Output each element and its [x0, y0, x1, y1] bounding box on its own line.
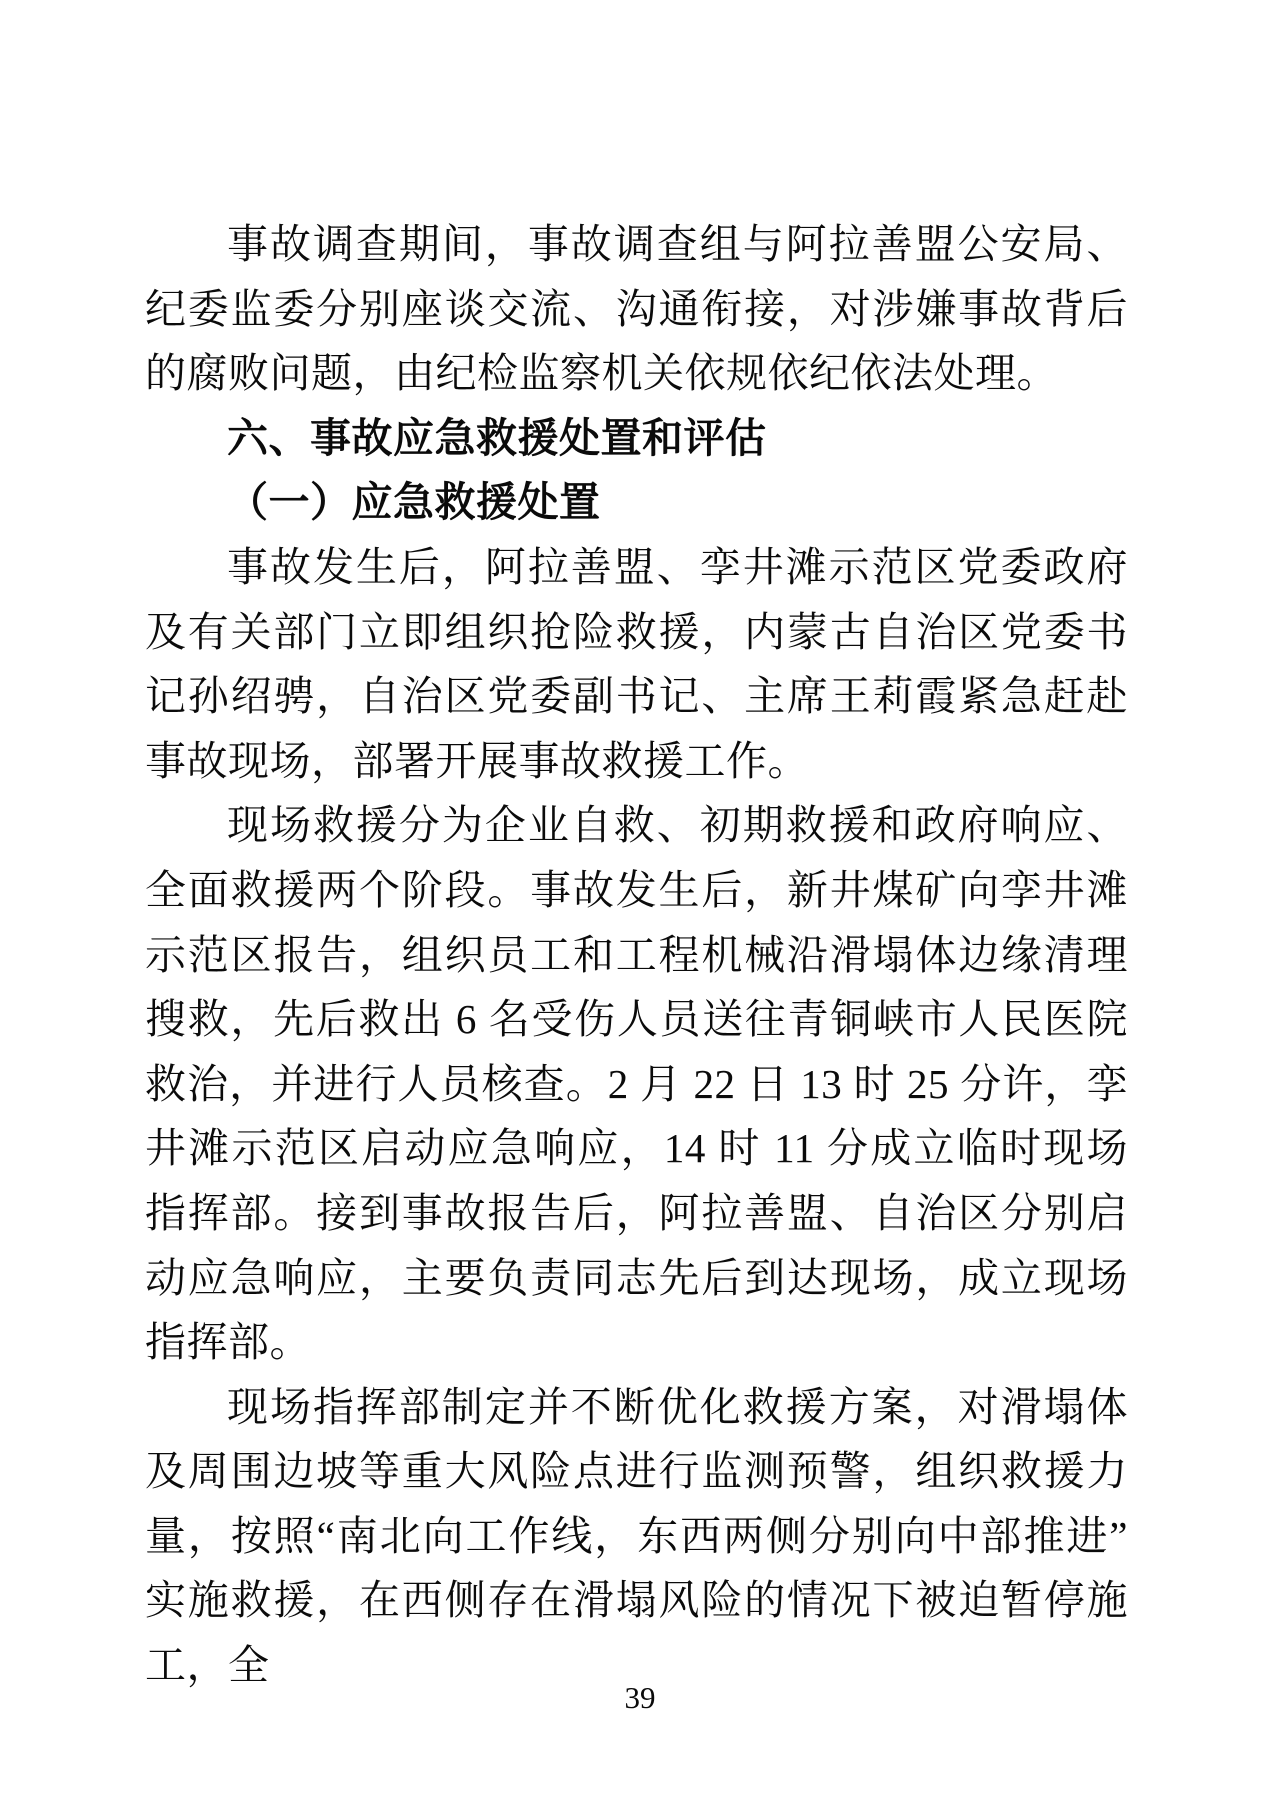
- page-number: 39: [624, 1680, 656, 1715]
- paragraph-rescue-stages-timeline: 现场救援分为企业自救、初期救援和政府响应、全面救援两个阶段。事故发生后，新井煤矿向孪井滩示范区报告，组织员工和工程机械沿滑塌体边缘清理搜救，先后救出 6 名受伤人员送往青铜峡市人民医院救治，并进行人员核查。2 月 22 日 13 时 25 分许，孪井滩示范区启动应急响应，14 时 11 分成立临时现场指挥部。接到事故报告后，阿拉善盟、自治区分别启动应急响应，主要负责同志先后到达现场，成立现场指挥部。: [145, 802, 1128, 1366]
- paragraph-investigation-coordination: 事故调查期间，事故调查组与阿拉善盟公安局、纪委监委分别座谈交流、沟通衔接，对涉嫌事故背后的腐败问题，由纪检监察机关依规依纪依法处理。: [145, 221, 1128, 397]
- subsection-heading-emergency-rescue-disposal: （一）应急救援处置: [227, 479, 601, 526]
- paragraph-initial-government-response: 事故发生后，阿拉善盟、孪井滩示范区党委政府及有关部门立即组织抢险救援，内蒙古自治区党委书记孙绍骋，自治区党委副书记、主席王莉霞紧急赶赴事故现场，部署开展事故救援工作。: [145, 543, 1128, 784]
- section-heading-emergency-rescue-evaluation: 六、事故应急救援处置和评估: [227, 414, 767, 461]
- document-content: [145, 212, 1128, 1698]
- paragraph-rescue-plan-optimization: 现场指挥部制定并不断优化救援方案，对滑塌体及周围边坡等重大风险点进行监测预警，组织救援力量，按照“南北向工作线，东西两侧分别向中部推进”实施救援，在西侧存在滑塌风险的情况下被迫暂停施工，全: [145, 1383, 1128, 1689]
